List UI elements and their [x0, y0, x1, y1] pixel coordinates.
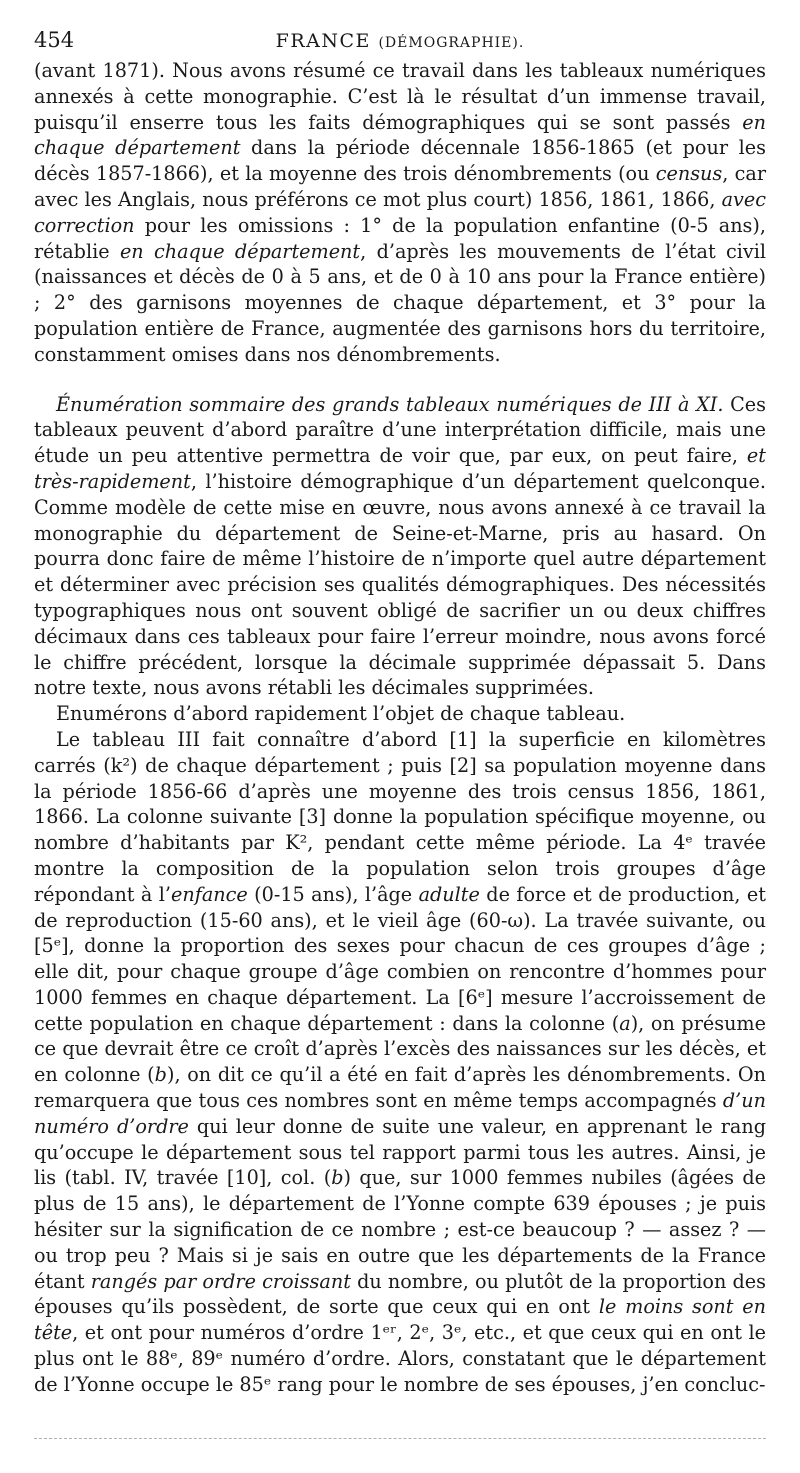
document-page	[34, 24, 766, 1398]
running-head	[34, 30, 766, 52]
section-title: Énumération sommaire des grands tableaux numériques de III à XI.	[56, 392, 724, 416]
paragraph-3: Enumérons d’abord rapidement l’objet de chaque tableau.	[56, 702, 626, 726]
footer-rule	[34, 1438, 766, 1439]
paragraph-1: (avant 1871). Nous avons résumé ce travail dans les tableaux numériques annexés à cette monographie. C’est là le résultat d’un immense travail, puisqu’il enserre tous les faits démographiques qui se sont passés en chaque département dans la période décennale 1856-1865 (et pour les décès 1857-1866), et la moyenne des trois dénombrements (ou census, car avec les Anglais, nous préférons ce mot plus court) 1856, 1861, 1866, avec correction pour les omissions : 1° de la population enfantine (0-5 ans), rétablie en chaque département, d’après les mouvements de l’état civil (naissances et décès de 0 à 5 ans, et de 0 à 10 ans pour la France entière) ; 2° des garnisons moyennes de chaque département, et 3° pour la population entière de France, augmentée des garnisons hors du territoire, constamment omises dans nos dénombrements.	[34, 59, 767, 366]
running-head-subtitle: (DÉMOGRAPHIE).	[378, 35, 525, 51]
paragraph-2: Énumération sommaire des grands tableaux numériques de III à XI. Ces tableaux peuvent d’abord paraître d’une interprétation difficile, mais une étude un peu attentive permettra de voir que, par eux, on peut faire, et très-rapidement, l’histoire démographique d’un département quelconque. Comme modèle de cette mise en œuvre, nous avons annexé à ce travail la monographie du département de Seine-et-Marne, pris au hasard. On pourra donc faire de même l’histoire de n’importe quel autre département et déterminer avec précision ses qualités démographiques. Des nécessités typographiques nous ont souvent obligé de sacrifier un ou deux chiffres décimaux dans ces tableaux pour faire l’erreur moindre, nous avons forcé le chiffre précédent, lorsque la décimale supprimée dépassait 5. Dans notre texte, nous avons rétabli les décimales supprimées.	[34, 392, 766, 700]
paragraph-4: Le tableau III fait connaître d’abord [1] la superficie en kilomètres carrés (k²) de chaque département ; puis [2] sa population moyenne dans la période 1856-66 d’après une moyenne des trois census 1856, 1861, 1866. La colonne suivante [3] donne la population spécifique moyenne, ou nombre d’habitants par K², pendant cette même période. La 4ᵉ travée montre la composition de la population selon trois groupes d’âge répondant à l’enfance (0-15 ans), l’âge adulte de force et de production, et de reproduction (15-60 ans), et le vieil âge (60-ω). La travée suivante, ou [5ᵉ], donne la proportion des sexes pour chacun de ces groupes d’âge ; elle dit, pour chaque groupe d’âge combien on rencontre d’hommes pour 1000 femmes en chaque département. La [6ᵉ] mesure l’accroissement de cette population en chaque département : dans la colonne (a), on présume ce que devrait être ce croît d’après l’excès des naissances sur les décès, et en colonne (b), on dit ce qu’il a été en fait d’après les dénombrements. On remarquera que tous ces nombres sont en même temps accompagnés d’un numéro d’ordre qui leur donne de suite une valeur, en apprenant le rang qu’occupe le département sous tel rapport parmi tous les autres. Ainsi, je lis (tabl. IV, travée [10], col. (b) que, sur 1000 femmes nubiles (âgées de plus de 15 ans), le département de l’Yonne compte 639 épouses ; je puis hésiter sur la signification de ce nombre ; est-ce beaucoup ? — assez ? — ou trop peu ? Mais si je sais en outre que les départements de la France étant rangés par ordre croissant du nombre, ou plutôt de la proportion des épouses qu’ils possèdent, de sorte que ceux qui en ont le moins sont en tête, et ont pour numéros d’ordre 1ᵉʳ, 2ᵉ, 3ᵉ, etc., et que ceux qui en ont le plus ont le 88ᵉ, 89ᵉ numéro d’ordre. Alors, constatant que le département de l’Yonne occupe le 85ᵉ rang pour le nombre de ses épouses, j’en concluc-	[34, 727, 766, 1396]
page-header	[34, 24, 766, 58]
running-head-title: FRANCE	[275, 30, 371, 52]
page-number: 454	[34, 28, 75, 52]
